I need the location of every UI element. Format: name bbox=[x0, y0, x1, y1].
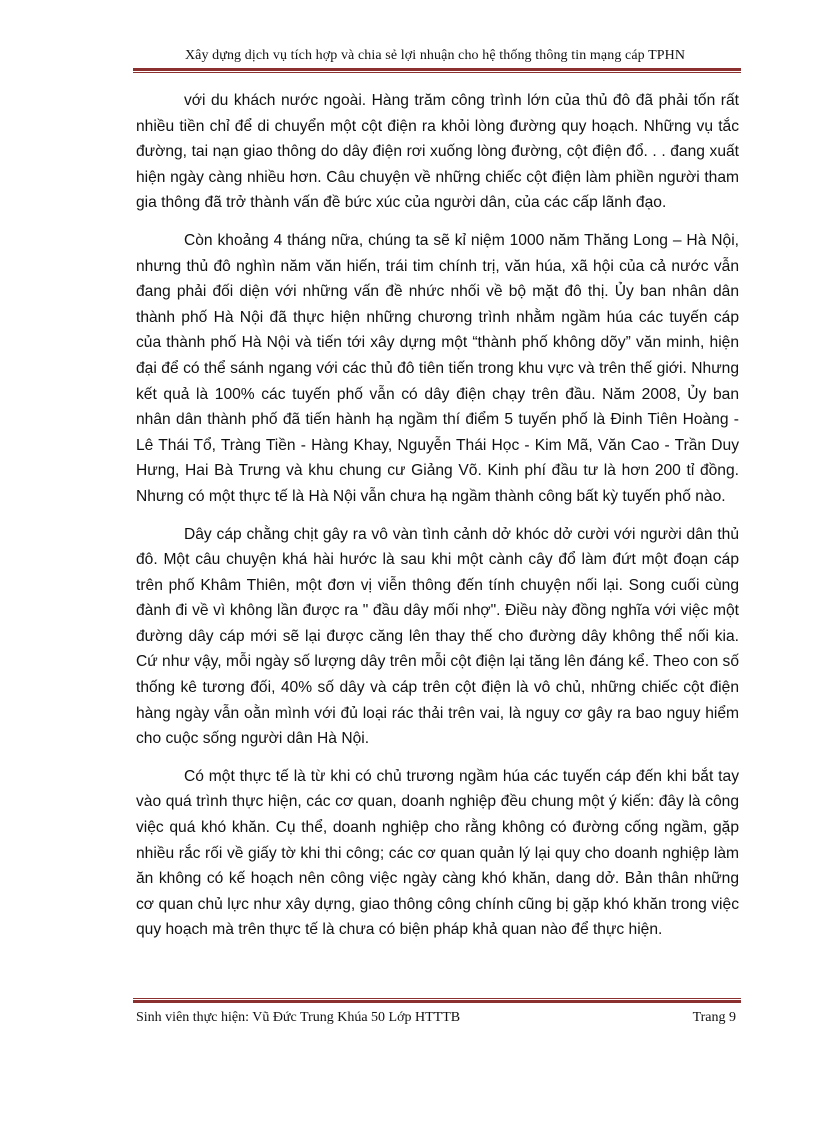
paragraph: với du khách nước ngoài. Hàng trăm công trình lớn của thủ đô đã phải tốn rất nhiều tiền chỉ để di chuyển một cột điện ra khỏi lòng đường quy hoạch. Những vụ tắc đường, tai nạn giao thông do dây điện rơi xuống lòng đường, cột điện đổ. . . đang xuất hiện ngày càng nhiều hơn. Câu chuyện về những chiếc cột điện làm phiền người tham gia thông đã trở thành vấn đề bức xúc của người dân, của các cấp lãnh đạo. bbox=[136, 92, 739, 212]
paragraph: Dây cáp chằng chịt gây ra vô vàn tình cảnh dở khóc dở cười với người dân thủ đô. Một câu chuyện khá hài hước là sau khi một cành cây đổ làm đứt một đoạn cáp trên phố Khâm Thiên, một đơn vị viễn thông đến tính chuyện nối lại. Song cuối cùng đành đi về vì không lần được ra " đầu dây mối nhợ". Điều này đồng nghĩa với việc một đường dây cáp mới sẽ lại được căng lên thay thế cho đường dây không thể nối kia. Cứ như vậy, mỗi ngày số lượng dây trên mỗi cột điện lại tăng lên đáng kể. Theo con số thống kê tương đối, 40% số dây và cáp trên cột điện là vô chủ, những chiếc cột điện hàng ngày vẫn oằn mình với đủ loại rác thải trên vai, là nguy cơ gây ra bao nguy hiểm cho cuộc sống người dân Hà Nội. bbox=[136, 525, 739, 748]
running-header: Xây dựng dịch vụ tích hợp và chia sẻ lợi nhuận cho hệ thống thông tin mạng cáp TPHN bbox=[184, 48, 686, 63]
paragraph: Có một thực tế là từ khi có chủ trương ngầm húa các tuyến cáp đến khi bắt tay vào quá trình thực hiện, các cơ quan, doanh nghiệp đều chung một ý kiến: đây là công việc quá khó khăn. Cụ thể, doanh nghiệp cho rằng không có đường cống ngầm, gặp nhiều rắc rối về giấy tờ khi thi công; các cơ quan quản lý lại quy cho doanh nghiệp làm ăn không có kế hoạch nên công việc ngày càng khó khăn, dang dở. Bản thân những cơ quan chủ lực như xây dựng, giao thông công chính cũng bị gặp khó khăn trong việc quy hoạch mà trên thực tế là chưa có biện pháp khả quan nào để thực hiện. bbox=[136, 767, 739, 939]
page-number: Trang 9 bbox=[692, 1010, 736, 1025]
header-rule bbox=[133, 68, 741, 73]
body-text bbox=[136, 88, 739, 955]
paragraph: Còn khoảng 4 tháng nữa, chúng ta sẽ kỉ niệm 1000 năm Thăng Long – Hà Nội, nhưng thủ đô nghìn năm văn hiến, trái tim chính trị, văn húa, xã hội của cả nước vẫn đang phải đối diện với những vấn đề nhức nhối về bộ mặt đô thị. Ủy ban nhân dân thành phố Hà Nội đã thực hiện những chương trình nhằm ngầm húa các tuyến cáp của thành phố Hà Nội và tiến tới xây dựng một “thành phố không dõy” văn minh, hiện đại để có thể sánh ngang với các thủ đô tiên tiến trong khu vực và trên thế giới. Nhưng kết quả là 100% các tuyến phố vẫn có dây điện chạy trên đầu. Năm 2008, Ủy ban nhân dân thành phố đã tiến hành hạ ngầm thí điểm 5 tuyến phố là Đinh Tiên Hoàng - Lê Thái Tổ, Tràng Tiền - Hàng Khay, Nguyễn Thái Học - Kim Mã, Văn Cao - Trần Duy Hưng, Hai Bà Trưng và khu chung cư Giảng Võ. Kinh phí đầu tư là hơn 200 tỉ đồng. Nhưng có một thực tế là Hà Nội vẫn chưa hạ ngầm thành công bất kỳ tuyến phố nào. bbox=[136, 231, 739, 505]
footer-rule bbox=[133, 998, 741, 1003]
footer-author: Sinh viên thực hiện: Vũ Đức Trung Khúa 50 Lớp HTTTB bbox=[136, 1010, 461, 1025]
